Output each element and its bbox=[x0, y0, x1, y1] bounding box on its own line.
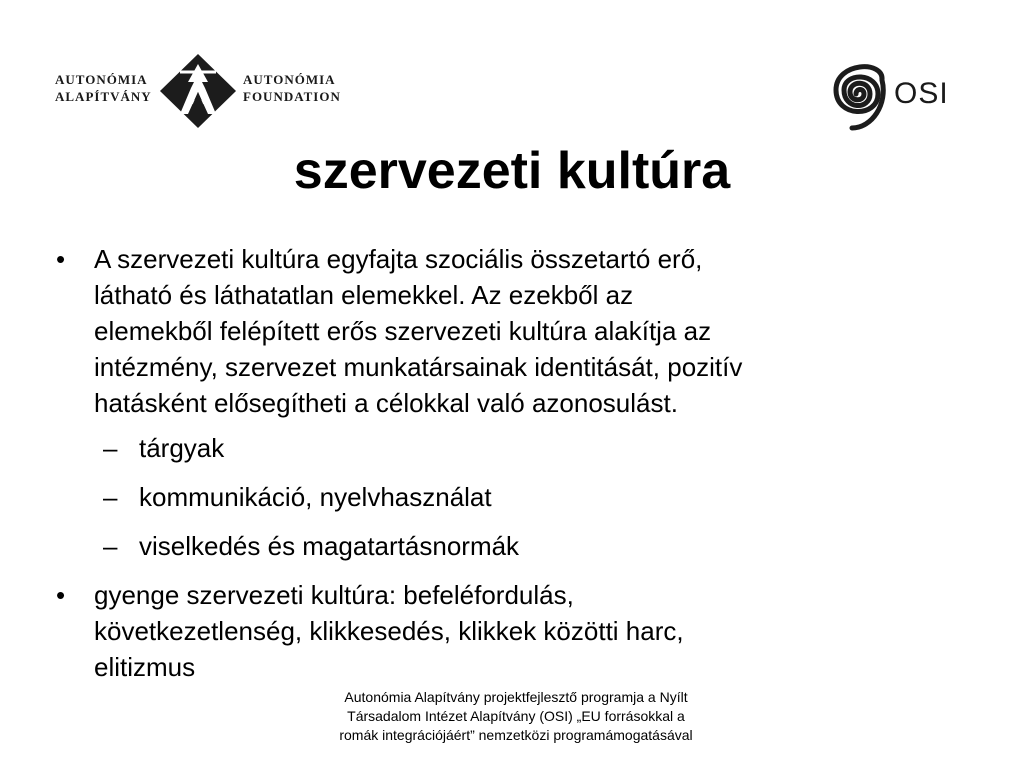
autonomia-logo-text-en bbox=[243, 71, 341, 105]
bullet-line: hatásként elősegítheti a célokkal való azonosulást. bbox=[94, 388, 678, 418]
osi-spiral-icon bbox=[822, 50, 890, 134]
logo-line: AUTONÓMIA bbox=[55, 72, 148, 87]
autonomia-logo bbox=[50, 52, 350, 130]
logo-line: AUTONÓMIA bbox=[243, 72, 336, 87]
sub-item-text: kommunikáció, nyelvhasználat bbox=[139, 482, 492, 512]
dash-mark: – bbox=[103, 482, 118, 512]
slide-content bbox=[56, 241, 986, 685]
sub-item bbox=[56, 430, 986, 466]
bullet-mark: • bbox=[56, 580, 66, 610]
bullet-line: következetlenség, klikkesedés, klikkek közötti harc, bbox=[94, 616, 684, 646]
sub-item-text: viselkedés és magatartásnormák bbox=[139, 531, 520, 561]
bullet-item bbox=[56, 241, 986, 421]
slide-footer bbox=[296, 688, 736, 745]
bullet-line: A szervezeti kultúra egyfajta szociális összetartó erő, bbox=[94, 244, 703, 274]
footer-line: Autonómia Alapítvány projektfejlesztő programja a Nyílt bbox=[344, 689, 688, 705]
slide-title: szervezeti kultúra bbox=[293, 142, 731, 200]
footer-line: Társadalom Intézet Alapítvány (OSI) „EU forrásokkal a bbox=[347, 708, 685, 724]
logo-line: ALAPÍTVÁNY bbox=[55, 89, 152, 104]
autonomia-emblem-icon bbox=[158, 52, 238, 130]
sub-item bbox=[56, 528, 986, 564]
osi-logo-text: OSI bbox=[894, 77, 949, 110]
osi-logo bbox=[822, 50, 952, 134]
bullet-item bbox=[56, 577, 986, 685]
bullet-line: látható és láthatatlan elemekkel. Az ezekből az bbox=[94, 280, 634, 310]
logo-line: FOUNDATION bbox=[243, 89, 341, 104]
footer-line: romák integrációjáért” nemzetközi programámogatásával bbox=[339, 727, 693, 743]
autonomia-logo-text-hu bbox=[55, 71, 152, 105]
dash-mark: – bbox=[103, 531, 118, 561]
bullet-line: elemekből felépített erős szervezeti kultúra alakítja az bbox=[94, 316, 712, 346]
bullet-line: elitizmus bbox=[94, 652, 196, 682]
bullet-line: intézmény, szervezet munkatársainak identitását, pozitív bbox=[94, 352, 743, 382]
sub-list bbox=[56, 430, 986, 564]
sub-item bbox=[56, 479, 986, 515]
sub-item-text: tárgyak bbox=[139, 433, 225, 463]
bullet-mark: • bbox=[56, 244, 66, 274]
dash-mark: – bbox=[103, 433, 118, 463]
bullet-line: gyenge szervezeti kultúra: befeléfordulás, bbox=[94, 580, 574, 610]
